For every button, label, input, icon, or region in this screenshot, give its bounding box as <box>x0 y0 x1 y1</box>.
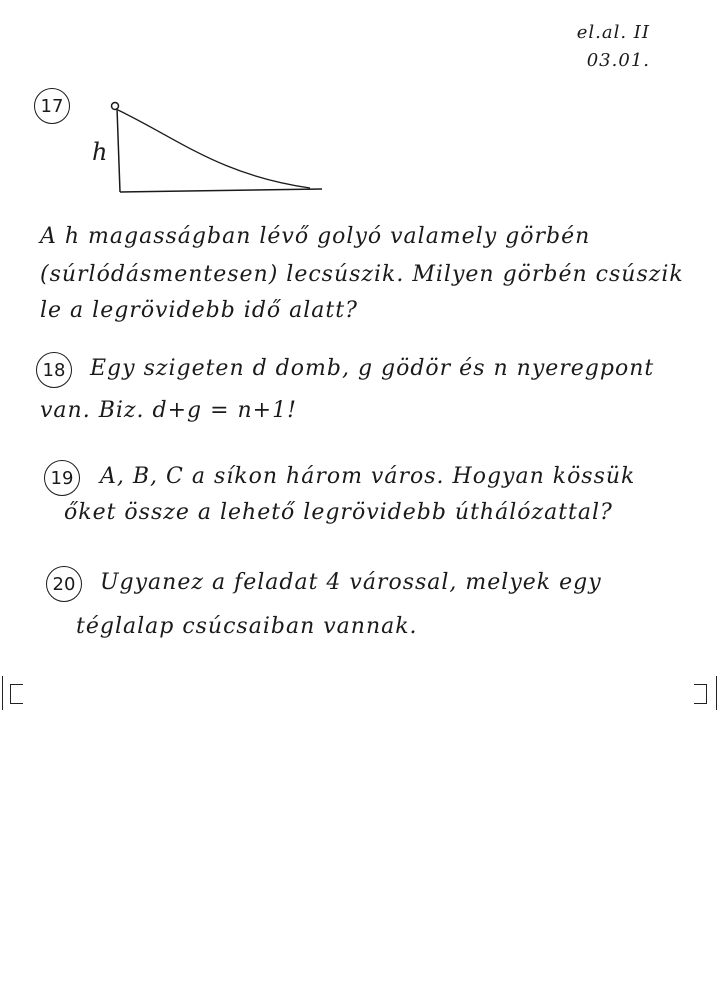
header-date: 03.01. <box>586 50 650 71</box>
height-label: h <box>92 138 109 166</box>
problem-number-17: 17 <box>34 88 70 124</box>
problem-18-line-2: van. Biz. d+g = n+1! <box>40 398 297 423</box>
problem-17-line-2: (súrlódásmentesen) lecsúszik. Milyen görbén csúszik <box>40 262 684 287</box>
left-punch-mark <box>2 676 3 710</box>
vertical-height-line <box>117 108 120 192</box>
problem-17-line-1: A h magasságban lévő golyó valamely görbén <box>40 224 591 249</box>
problem-18-line-1: Egy szigeten d domb, g gödör és n nyeregpont <box>90 356 655 381</box>
problem-number-19: 19 <box>44 460 80 496</box>
slide-curve <box>118 110 310 188</box>
right-punch-mark <box>716 676 717 710</box>
sliding-curve-figure <box>0 0 720 210</box>
problem-number-20: 20 <box>46 566 82 602</box>
problem-20-line-1: Ugyanez a feladat 4 várossal, melyek egy <box>100 570 602 595</box>
left-punch-box <box>10 684 23 704</box>
ground-line <box>120 189 322 192</box>
problem-19-line-2: őket össze a lehető legrövidebb úthálózattal? <box>64 500 613 525</box>
problem-20-line-2: téglalap csúcsaiban vannak. <box>76 614 418 639</box>
problem-17-line-3: le a legrövidebb idő alatt? <box>40 298 358 323</box>
header-title: el.al. II <box>576 22 650 43</box>
right-punch-box <box>694 684 707 704</box>
problem-19-line-1: A, B, C a síkon három város. Hogyan kössük <box>100 464 636 489</box>
problem-number-18: 18 <box>36 352 72 388</box>
